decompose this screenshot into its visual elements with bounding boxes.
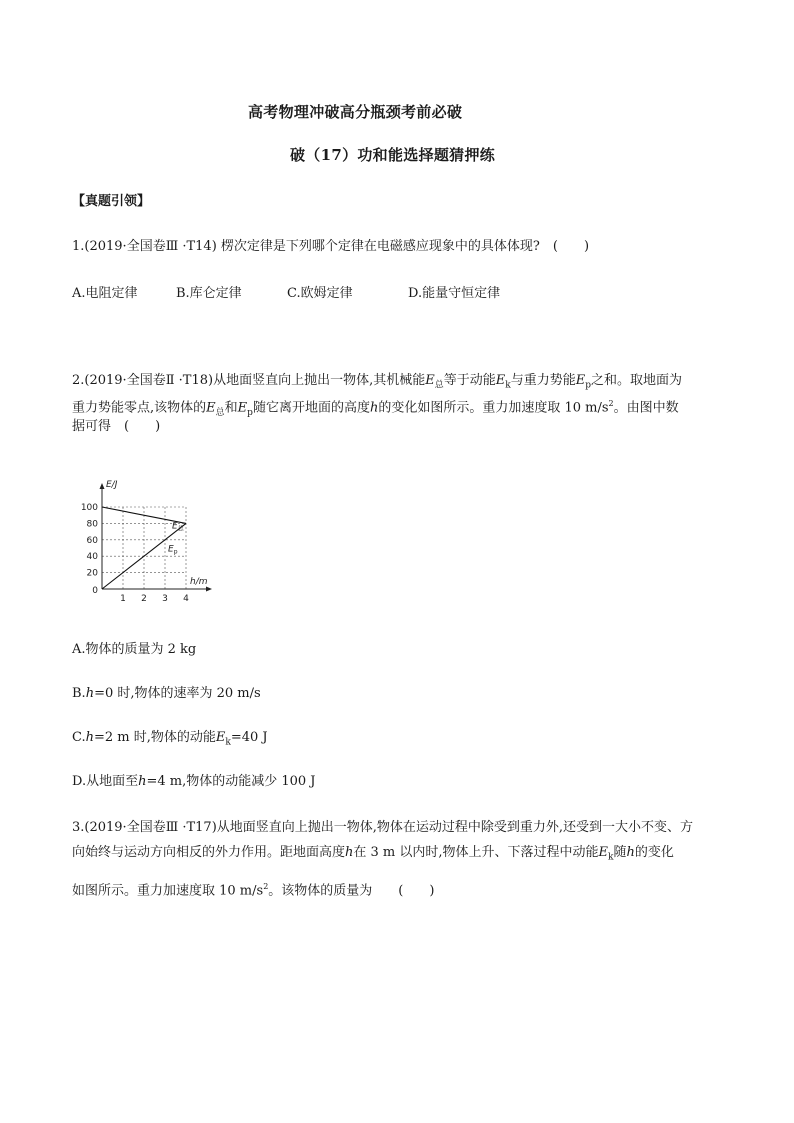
- question-3-line-1: 3.(2019·全国卷Ⅲ ·T17)从地面竖直向上抛出一物体,物体在运动过程中除受到重力外,还受到一大小不变、方: [72, 820, 694, 835]
- question-2-line-1: 2.(2019·全国卷Ⅱ ·T18)从地面竖直向上抛出一物体,其机械能$E_总$等于动能$E_k$与重力势能$E_p$之和。取地面为: [72, 373, 683, 391]
- question-3-line-2: 向始终与运动方向相反的外力作用。距地面高度h在 3 m 以内时,物体上升、下落过程中动能$E_k$随h的变化: [72, 845, 674, 863]
- series-label-2: $E_p$: [168, 544, 178, 556]
- question-1-option-a: A.电阻定律: [72, 286, 138, 301]
- y-tick-label-100: 100: [80, 503, 98, 513]
- question-1-stem: 1.(2019·全国卷Ⅲ ·T14) 楞次定律是下列哪个定律在电磁感应现象中的具体体现? ( ): [72, 239, 590, 254]
- question-2-option-c: C.h=2 m 时,物体的动能$E_k=40$ J: [72, 730, 268, 748]
- y-tick-label-60: 60: [86, 535, 98, 546]
- question-2-line-3: 据可得 ( ): [72, 419, 161, 434]
- document-subtitle: 破（17）功和能选择题猜押练: [290, 146, 496, 164]
- y-axis-title: E/J: [106, 480, 118, 490]
- section-heading: 【真题引领】: [72, 194, 151, 209]
- chart-labels: [81, 480, 208, 604]
- document-title: 高考物理冲破高分瓶颈考前必破: [248, 103, 463, 121]
- series-label-1: $E_总$: [172, 521, 184, 533]
- y-tick-label-40: 40: [86, 552, 98, 563]
- question-2-line-2: 重力势能零点,该物体的$E_总$和$E_p$随它离开地面的高度h的变化如图所示。重力加速度取 10 $m/s^2$。由图中数: [72, 399, 679, 418]
- y-axis-arrow: [100, 483, 105, 489]
- question-2-option-a: A.物体的质量为 2 kg: [72, 642, 197, 657]
- chart-axes: [100, 483, 213, 592]
- question-3-line-3: 如图所示。重力加速度取 10 $m/s^2$。该物体的质量为 ( ): [72, 882, 435, 899]
- question-1-option-d: D.能量守恒定律: [408, 286, 501, 301]
- question-1-option-b: B.库仑定律: [176, 286, 242, 301]
- x-axis-arrow: [206, 587, 212, 592]
- x-tick-label-3: 3: [162, 594, 168, 604]
- x-axis-title: h/m: [190, 577, 208, 587]
- question-2-option-d: D.从地面至h=4 m,物体的动能减少 100 J: [72, 774, 316, 789]
- y-tick-label-80: 80: [86, 519, 98, 530]
- energy-height-chart: [72, 478, 222, 604]
- question-2-option-b: B.h=0 时,物体的速率为 20 m/s: [72, 686, 261, 701]
- x-tick-label-1: 1: [120, 594, 126, 604]
- x-tick-label-2: 2: [141, 594, 147, 604]
- y-tick-label-20: 20: [86, 568, 98, 579]
- question-1-option-c: C.欧姆定律: [287, 286, 353, 301]
- origin-label: 0: [92, 586, 98, 596]
- x-tick-label-4: 4: [183, 594, 189, 604]
